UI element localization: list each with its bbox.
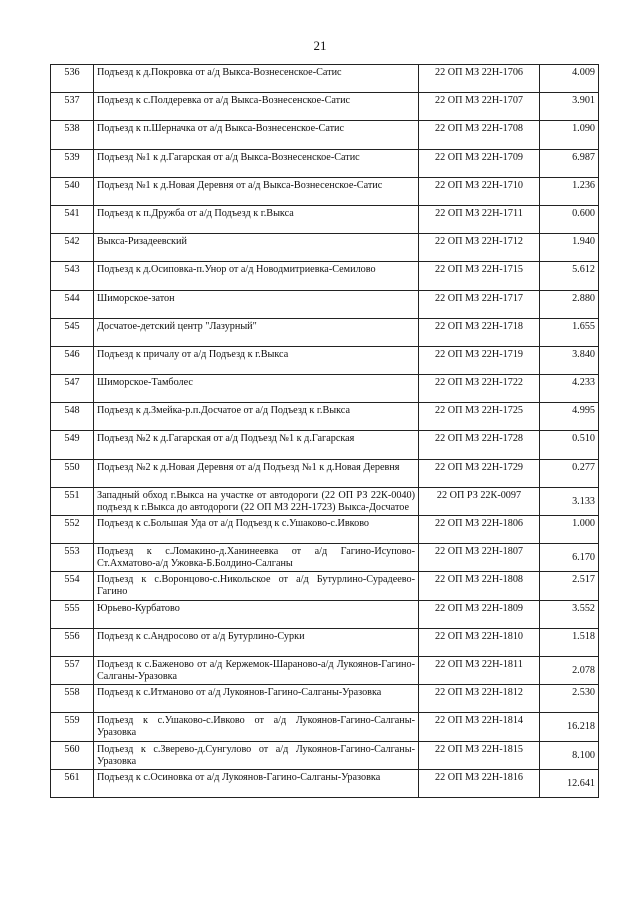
table-row bbox=[51, 205, 599, 233]
road-name-cell: Подъезд к д.Осиповка-п.Унор от а/д Новодмитриевка-Семилово bbox=[94, 262, 419, 290]
road-id-cell: 22 ОП МЗ 22Н-1715 bbox=[419, 262, 540, 290]
road-length-cell: 1.090 bbox=[540, 121, 599, 149]
row-number-cell: 542 bbox=[51, 234, 94, 262]
row-number-cell: 560 bbox=[51, 741, 94, 769]
road-name-cell: Подъезд к с.Итманово от а/д Лукоянов-Гагино-Салганы-Уразовка bbox=[94, 685, 419, 713]
row-number-cell: 556 bbox=[51, 628, 94, 656]
road-length-cell: 1.655 bbox=[540, 318, 599, 346]
road-id-cell: 22 ОП МЗ 22Н-1717 bbox=[419, 290, 540, 318]
road-length-cell: 2.078 bbox=[540, 656, 599, 684]
road-id-cell: 22 ОП МЗ 22Н-1811 bbox=[419, 656, 540, 684]
table-row bbox=[51, 544, 599, 572]
road-length-cell: 0.277 bbox=[540, 459, 599, 487]
table-row bbox=[51, 713, 599, 741]
road-name-cell: Подъезд к с.Осиновка от а/д Лукоянов-Гагино-Салганы-Уразовка bbox=[94, 769, 419, 797]
row-number-cell: 541 bbox=[51, 205, 94, 233]
road-name-cell: Подъезд к п.Дружба от а/д Подъезд к г.Выкса bbox=[94, 205, 419, 233]
table-row bbox=[51, 628, 599, 656]
road-name-cell: Подъезд к причалу от а/д Подъезд к г.Выкса bbox=[94, 346, 419, 374]
road-name-cell: Подъезд к с.Большая Уда от а/д Подъезд к с.Ушаково-с.Ивково bbox=[94, 516, 419, 544]
road-name-cell: Западный обход г.Выкса на участке от автодороги (22 ОП РЗ 22К-0040) подъезд к г.Выкса до автодороги (22 ОП МЗ 22Н-1723) Выкса-Досчатое bbox=[94, 487, 419, 515]
row-number-cell: 559 bbox=[51, 713, 94, 741]
table-row bbox=[51, 234, 599, 262]
road-id-cell: 22 ОП МЗ 22Н-1807 bbox=[419, 544, 540, 572]
road-length-cell: 0.600 bbox=[540, 205, 599, 233]
row-number-cell: 549 bbox=[51, 431, 94, 459]
table-row bbox=[51, 318, 599, 346]
table-row bbox=[51, 346, 599, 374]
table-row bbox=[51, 262, 599, 290]
row-number-cell: 561 bbox=[51, 769, 94, 797]
road-id-cell: 22 ОП МЗ 22Н-1709 bbox=[419, 149, 540, 177]
road-name-cell: Юрьево-Курбатово bbox=[94, 600, 419, 628]
table-row bbox=[51, 149, 599, 177]
table-row bbox=[51, 290, 599, 318]
road-length-cell: 3.901 bbox=[540, 93, 599, 121]
road-length-cell: 0.510 bbox=[540, 431, 599, 459]
road-name-cell: Подъезд к д.Змейка-р.п.Досчатое от а/д Подъезд к г.Выкса bbox=[94, 403, 419, 431]
road-name-cell: Шиморское-затон bbox=[94, 290, 419, 318]
road-name-cell: Подъезд №2 к д.Гагарская от а/д Подъезд №1 к д.Гагарская bbox=[94, 431, 419, 459]
road-name-cell: Подъезд к с.Андросово от а/д Бутурлино-Сурки bbox=[94, 628, 419, 656]
road-length-cell: 8.100 bbox=[540, 741, 599, 769]
road-id-cell: 22 ОП МЗ 22Н-1729 bbox=[419, 459, 540, 487]
road-length-cell: 1.000 bbox=[540, 516, 599, 544]
road-length-cell: 12.641 bbox=[540, 769, 599, 797]
road-length-cell: 3.552 bbox=[540, 600, 599, 628]
road-id-cell: 22 ОП МЗ 22Н-1728 bbox=[419, 431, 540, 459]
row-number-cell: 554 bbox=[51, 572, 94, 600]
row-number-cell: 545 bbox=[51, 318, 94, 346]
row-number-cell: 555 bbox=[51, 600, 94, 628]
road-id-cell: 22 ОП МЗ 22Н-1722 bbox=[419, 375, 540, 403]
table-row bbox=[51, 459, 599, 487]
road-id-cell: 22 ОП МЗ 22Н-1816 bbox=[419, 769, 540, 797]
table-row bbox=[51, 600, 599, 628]
road-length-cell: 2.530 bbox=[540, 685, 599, 713]
road-id-cell: 22 ОП МЗ 22Н-1719 bbox=[419, 346, 540, 374]
road-name-cell: Подъезд к с.Зверево-д.Сунгулово от а/д Лукоянов-Гагино-Салганы-Уразовка bbox=[94, 741, 419, 769]
road-id-cell: 22 ОП МЗ 22Н-1809 bbox=[419, 600, 540, 628]
road-length-cell: 6.987 bbox=[540, 149, 599, 177]
table-row bbox=[51, 93, 599, 121]
row-number-cell: 546 bbox=[51, 346, 94, 374]
table-row bbox=[51, 65, 599, 93]
table-row bbox=[51, 741, 599, 769]
row-number-cell: 538 bbox=[51, 121, 94, 149]
road-length-cell: 1.518 bbox=[540, 628, 599, 656]
table-row bbox=[51, 487, 599, 515]
road-name-cell: Подъезд к с.Баженово от а/д Кержемок-Шараново-а/д Лукоянов-Гагино-Салганы-Уразовка bbox=[94, 656, 419, 684]
road-name-cell: Подъезд к с.Ломакино-д.Ханинеевка от а/д Гагино-Исупово-Ст.Ахматово-а/д Ужовка-Б.Болдино-Салганы bbox=[94, 544, 419, 572]
road-id-cell: 22 ОП МЗ 22Н-1708 bbox=[419, 121, 540, 149]
road-length-cell: 1.940 bbox=[540, 234, 599, 262]
row-number-cell: 551 bbox=[51, 487, 94, 515]
road-name-cell: Подъезд к д.Покровка от а/д Выкса-Вознесенское-Сатис bbox=[94, 65, 419, 93]
road-length-cell: 6.170 bbox=[540, 544, 599, 572]
road-id-cell: 22 ОП МЗ 22Н-1810 bbox=[419, 628, 540, 656]
road-id-cell: 22 ОП МЗ 22Н-1812 bbox=[419, 685, 540, 713]
road-id-cell: 22 ОП МЗ 22Н-1814 bbox=[419, 713, 540, 741]
row-number-cell: 552 bbox=[51, 516, 94, 544]
road-id-cell: 22 ОП МЗ 22Н-1806 bbox=[419, 516, 540, 544]
row-number-cell: 540 bbox=[51, 177, 94, 205]
road-id-cell: 22 ОП МЗ 22Н-1712 bbox=[419, 234, 540, 262]
road-name-cell: Подъезд №2 к д.Новая Деревня от а/д Подъезд №1 к д.Новая Деревня bbox=[94, 459, 419, 487]
page-number: 21 bbox=[313, 38, 327, 53]
road-length-cell: 1.236 bbox=[540, 177, 599, 205]
road-id-cell: 22 ОП МЗ 22Н-1711 bbox=[419, 205, 540, 233]
table-row bbox=[51, 685, 599, 713]
row-number-cell: 553 bbox=[51, 544, 94, 572]
road-id-cell: 22 ОП МЗ 22Н-1718 bbox=[419, 318, 540, 346]
roads-table-body bbox=[51, 65, 599, 798]
row-number-cell: 539 bbox=[51, 149, 94, 177]
road-length-cell: 4.995 bbox=[540, 403, 599, 431]
table-row bbox=[51, 769, 599, 797]
road-name-cell: Подъезд к п.Шерначка от а/д Выкса-Вознесенское-Сатис bbox=[94, 121, 419, 149]
row-number-cell: 536 bbox=[51, 65, 94, 93]
row-number-cell: 548 bbox=[51, 403, 94, 431]
road-length-cell: 2.880 bbox=[540, 290, 599, 318]
road-id-cell: 22 ОП МЗ 22Н-1808 bbox=[419, 572, 540, 600]
table-row bbox=[51, 121, 599, 149]
row-number-cell: 537 bbox=[51, 93, 94, 121]
row-number-cell: 557 bbox=[51, 656, 94, 684]
road-id-cell: 22 ОП МЗ 22Н-1706 bbox=[419, 65, 540, 93]
table-row bbox=[51, 403, 599, 431]
road-name-cell: Выкса-Ризадеевский bbox=[94, 234, 419, 262]
road-id-cell: 22 ОП МЗ 22Н-1707 bbox=[419, 93, 540, 121]
road-id-cell: 22 ОП МЗ 22Н-1725 bbox=[419, 403, 540, 431]
roads-table bbox=[50, 64, 599, 798]
road-id-cell: 22 ОП РЗ 22К-0097 bbox=[419, 487, 540, 515]
row-number-cell: 558 bbox=[51, 685, 94, 713]
table-row bbox=[51, 516, 599, 544]
road-name-cell: Подъезд к с.Ушаково-с.Ивково от а/д Лукоянов-Гагино-Салганы-Уразовка bbox=[94, 713, 419, 741]
row-number-cell: 547 bbox=[51, 375, 94, 403]
road-id-cell: 22 ОП МЗ 22Н-1815 bbox=[419, 741, 540, 769]
road-length-cell: 4.233 bbox=[540, 375, 599, 403]
row-number-cell: 544 bbox=[51, 290, 94, 318]
road-length-cell: 3.133 bbox=[540, 487, 599, 515]
road-length-cell: 16.218 bbox=[540, 713, 599, 741]
table-row bbox=[51, 431, 599, 459]
road-name-cell: Подъезд к с.Полдеревка от а/д Выкса-Вознесенское-Сатис bbox=[94, 93, 419, 121]
table-row bbox=[51, 177, 599, 205]
road-name-cell: Подъезд №1 к д.Новая Деревня от а/д Выкса-Вознесенское-Сатис bbox=[94, 177, 419, 205]
row-number-cell: 550 bbox=[51, 459, 94, 487]
road-length-cell: 5.612 bbox=[540, 262, 599, 290]
road-name-cell: Досчатое-детский центр "Лазурный" bbox=[94, 318, 419, 346]
road-length-cell: 4.009 bbox=[540, 65, 599, 93]
table-row bbox=[51, 656, 599, 684]
road-length-cell: 3.840 bbox=[540, 346, 599, 374]
table-row bbox=[51, 375, 599, 403]
row-number-cell: 543 bbox=[51, 262, 94, 290]
road-id-cell: 22 ОП МЗ 22Н-1710 bbox=[419, 177, 540, 205]
table-row bbox=[51, 572, 599, 600]
road-length-cell: 2.517 bbox=[540, 572, 599, 600]
road-name-cell: Подъезд к с.Воронцово-с.Никольское от а/д Бутурлино-Сурадеево-Гагино bbox=[94, 572, 419, 600]
road-name-cell: Подъезд №1 к д.Гагарская от а/д Выкса-Вознесенское-Сатис bbox=[94, 149, 419, 177]
road-name-cell: Шиморское-Тамболес bbox=[94, 375, 419, 403]
